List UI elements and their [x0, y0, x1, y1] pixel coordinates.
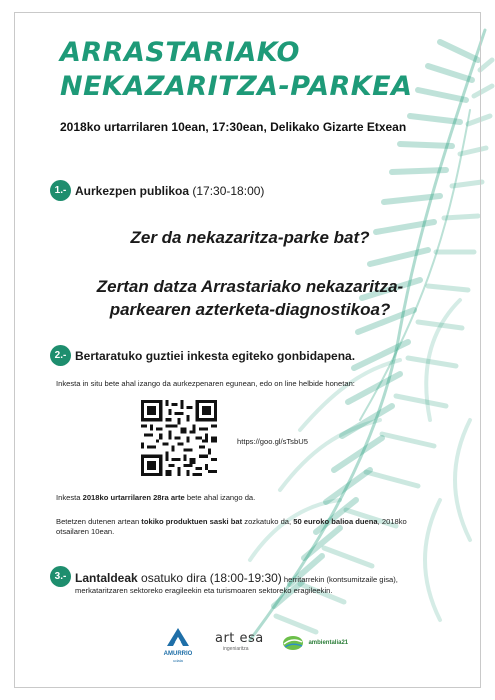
section-2-heading: Bertaratuko guztiei inkesta egiteko gonbidapena. [75, 349, 356, 363]
deadline-pre: Inkesta [56, 493, 83, 502]
prize-pre: Betetzen dutenen artean [56, 517, 142, 526]
deadline-post: bete ahal izango da. [184, 493, 256, 502]
deadline-date: 2018ko urtarrilaren 28ra arte [82, 493, 185, 502]
ambientalia-logo-text: ambientalia21 [308, 639, 349, 646]
section-1-heading [75, 184, 264, 198]
section-1-label: Aurkezpen publikoa [75, 184, 190, 198]
prize-mid: zozkatuko da, [242, 517, 294, 526]
prize-draw-text [56, 517, 441, 537]
survey-deadline-text [56, 493, 255, 503]
section-3-number-badge: 3.- [50, 566, 71, 587]
section-2-number-badge: 2.- [50, 345, 71, 366]
question-2-line-1: Zertan datza Arrastariako nekazaritza- [96, 277, 404, 296]
artesa-logo [215, 632, 264, 652]
amurrio-logo-text: AMURRIO [163, 651, 193, 657]
prize-post: , 2018ko otsailaren 10ean. [56, 517, 407, 536]
question-2 [50, 275, 450, 321]
section-3-text [75, 573, 450, 596]
prize-basket: tokiko produktuen saski bat [141, 517, 243, 526]
poster-title [60, 36, 413, 104]
amurrio-logo-subtext: udala [173, 658, 183, 663]
question-1: Zer da nekazaritza-parke bat? [130, 228, 370, 247]
section-1-number-badge: 1.- [50, 180, 71, 201]
section-3-time: osatuko dira (18:00-19:30) [137, 571, 282, 585]
ambientalia-leaf-icon [282, 635, 304, 651]
amurrio-logo [162, 628, 194, 663]
title-line-2: NEKAZARITZA-PARKEA [60, 71, 413, 102]
survey-qr-code[interactable] [141, 400, 217, 476]
amurrio-a-icon [167, 628, 189, 646]
artesa-logo-text: art esa [215, 631, 264, 646]
section-3-label: Lantaldeak [75, 571, 138, 585]
section-3-description: herritarrekin (kontsumitzaile gisa), merkataritzaren sektoreko eragileekin eta turismoaren sektoreko eragileekin. [75, 575, 398, 595]
survey-url-link[interactable]: https://goo.gl/sTsbU5 [237, 437, 308, 446]
question-2-line-2: parkearen azterketa-diagnostikoa? [109, 300, 391, 319]
title-line-1: ARRASTARIAKO [60, 37, 300, 68]
survey-intro-text: Inkesta in situ bete ahal izango da aurkezpenaren egunean, edo on line helbide honetan: [56, 379, 355, 388]
section-1-time: (17:30-18:00) [189, 184, 265, 198]
artesa-logo-subtext: ingeniaritza [223, 646, 249, 652]
prize-value: 50 euroko balioa duena [293, 517, 378, 526]
event-date-location: 2018ko urtarrilaren 10ean, 17:30ean, Delikako Gizarte Etxean [60, 120, 407, 134]
ambientalia-logo [282, 634, 348, 652]
